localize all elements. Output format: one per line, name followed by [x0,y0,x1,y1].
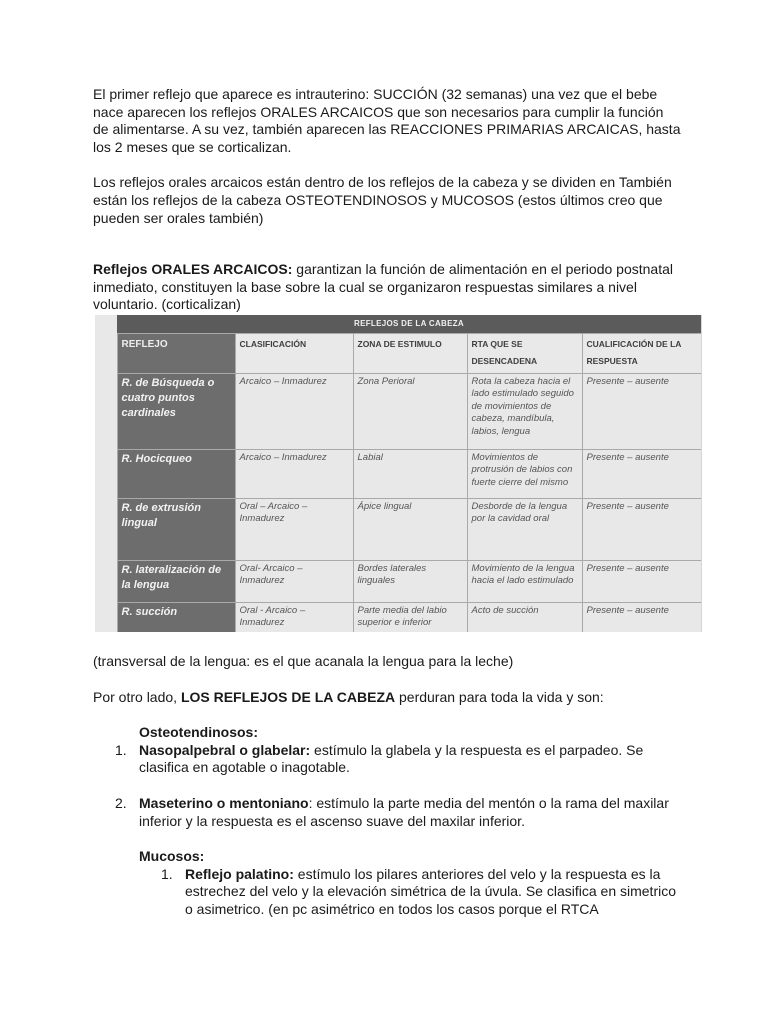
document-page [93,86,681,918]
mucosos-heading: Mucosos: [139,848,205,865]
col-header-reflejo: REFLEJO [117,333,235,373]
col-header-cualificacion: CUALIFICACIÓN DE LA RESPUESTA [582,333,701,373]
orales-arcaicos-heading: Reflejos ORALES ARCAICOS: [93,261,293,278]
list-item: 1. Reflejo palatino: estímulo los pilares anteriores del velo y la respuesta es la estrechez del velo y la elevación simétrica de la úvula. Se clasifica en simetrico o asimetrico. (en pc asimétrico en todos los casos porque el RTCA [161,865,677,917]
col-header-zona: ZONA DE ESTIMULO [353,333,467,373]
orales-arcaicos-paragraph [93,261,681,314]
table-row: R. de Búsqueda o cuatro puntos cardinales Arcaico – Inmadurez Zona Perioral Rota la cabeza hacia el lado estimulado seguido de movimientos de cabeza, mandíbula, labios, lengua Presente – ausente [95,373,701,449]
list-item: 1. Nasopalpebral o glabelar: estímulo la glabela y la respuesta es el parpadeo. Se clasifica en agotable o inagotable. [115,741,644,776]
table-row: R. lateralización de la lengua Oral- Arcaico – Inmadurez Bordes laterales linguales Movimiento de la lengua hacia el lado estimulado Presente – ausente [95,560,701,602]
intro-paragraph: El primer reflejo que aparece es intrauterino: SUCCIÓN (32 semanas) una vez que el bebe nace aparecen los reflejos ORALES ARCAICOS que son necesarios para cumplir la función de alimentarse. A su vez, también aparecen las REACCIONES PRIMARIAS ARCAICAS, hasta los 2 meses que se corticalizan. [93,86,681,155]
reflexes-table-photo [95,315,702,632]
oral-reflexes-paragraph: Los reflejos orales arcaicos están dentro de los reflejos de la cabeza y se dividen en También están los reflejos de la cabeza OSTEOTENDINOSOS y MUCOSOS (estos últimos creo que pueden ser orales también) [93,174,672,226]
orales-arcaicos-text: garantizan la función de alimentación en el periodo postnatal inmediato, constituyen la base sobre la cual se organizaron respuestas similares a nivel voluntario. (corticalizan) [93,261,673,313]
head-reflexes-heading: LOS REFLEJOS DE LA CABEZA [180,688,396,705]
table-row: R. de extrusión lingual Oral – Arcaico – Inmadurez Ápice lingual Desborde de la lengua por la cavidad oral Presente – ausente [95,498,701,560]
head-reflexes-paragraph: Por otro lado, LOS REFLEJOS DE LA CABEZA perduran para toda la vida y son: [93,688,604,705]
table-row: R. succión Oral - Arcaico – Inmadurez Parte media del labio superior e inferior Acto de succión Presente – ausente [95,602,701,632]
table-caption: REFLEJOS DE LA CABEZA [117,315,701,333]
col-header-respuesta: RTA QUE SE DESENCADENA [467,333,582,373]
table-row: R. Hocicqueo Arcaico – Inmadurez Labial Movimientos de protrusión de labios con fuerte cierre del mismo Presente – ausente [95,449,701,498]
transversal-note: (transversal de la lengua: es el que acanala la lengua para la leche) [93,652,514,669]
reflexes-table [95,315,702,632]
list-item: 2. Maseterino o mentoniano: estímulo la parte media del mentón o la rama del maxilar inferior y la respuesta es el ascenso suave del maxilar inferior. [115,794,669,829]
osteotendinosos-heading: Osteotendinosos: [139,724,259,741]
table-header-row [95,333,701,373]
col-header-clasificacion: CLASIFICACIÓN [235,333,353,373]
